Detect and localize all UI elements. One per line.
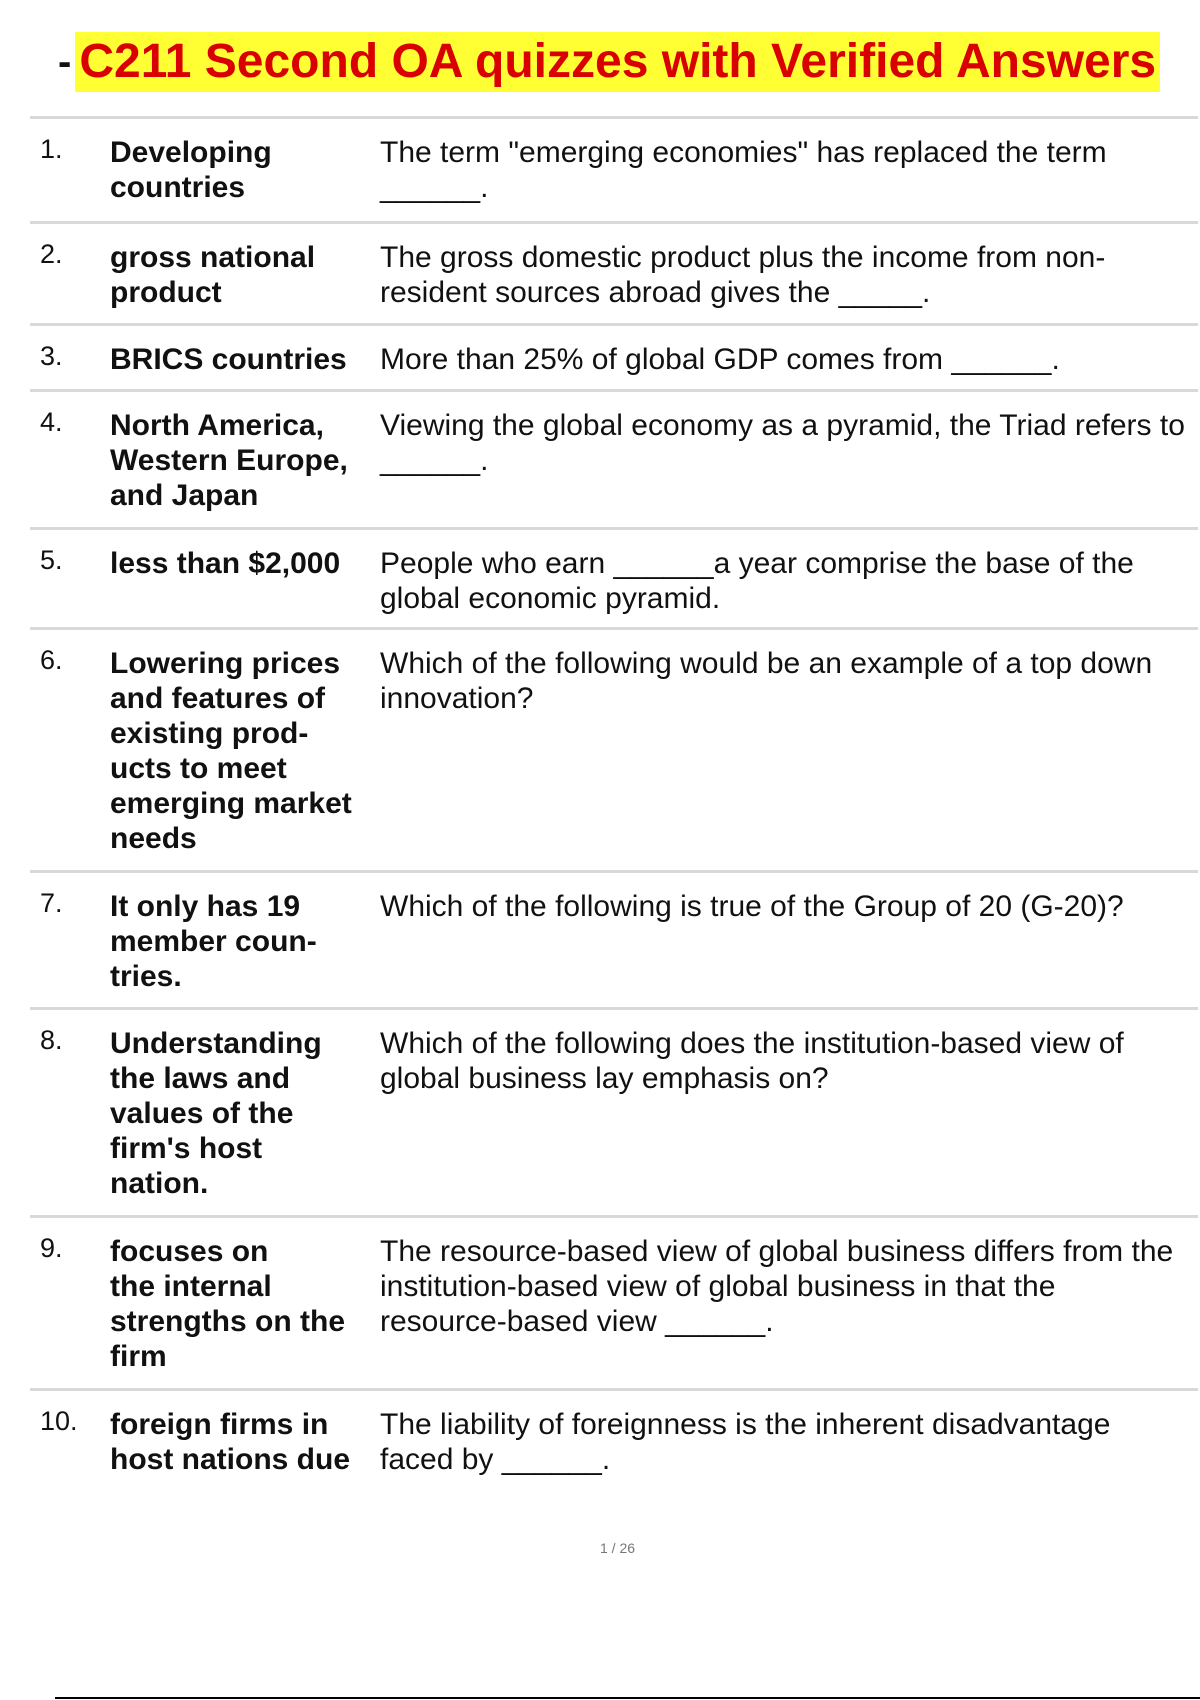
item-term: focuses on the internal strengths on the firm [110, 1235, 346, 1373]
item-term: Developing countries [110, 136, 272, 204]
item-definition: The term "emerging economies" has replaced the term ______. [380, 136, 1107, 204]
item-term: less than $2,000 [110, 547, 341, 580]
item-term: North America, Western Europe, and Japan [110, 409, 348, 512]
qa-row [30, 527, 1198, 627]
item-definition: The gross domestic product plus the income from non-resident sources abroad gives the _____. [380, 241, 1106, 309]
item-definition: More than 25% of global GDP comes from ______. [380, 343, 1060, 376]
item-number: 7. [40, 888, 63, 918]
qa-row [30, 627, 1198, 870]
item-definition: Which of the following does the institution-based view of global business lay emphasis on? [380, 1027, 1124, 1095]
item-term: BRICS countries [110, 343, 347, 376]
item-number: 5. [40, 545, 63, 575]
qa-row [30, 1007, 1198, 1215]
item-definition: Viewing the global economy as a pyramid, the Triad refers to ______. [380, 409, 1185, 477]
document-header [58, 30, 1160, 94]
item-number: 10. [40, 1406, 78, 1436]
item-definition: Which of the following is true of the Group of 20 (G-20)? [380, 890, 1124, 923]
item-definition: People who earn ______a year comprise the base of the global economic pyramid. [380, 547, 1134, 615]
item-term: Understanding the laws and values of the firm's host nation. [110, 1027, 322, 1200]
item-term: It only has 19 member coun- tries. [110, 890, 317, 993]
item-definition: The liability of foreignness is the inherent disadvantage faced by ______. [380, 1408, 1111, 1476]
bottom-divider [55, 1697, 1200, 1699]
qa-row [30, 389, 1198, 527]
qa-row [30, 323, 1198, 389]
item-term: gross national product [110, 241, 316, 309]
qa-row [30, 116, 1198, 221]
document-title: C211 Second OA quizzes with Verified Answers [75, 32, 1160, 92]
page-indicator: 1 / 26 [599, 1540, 636, 1556]
item-number: 6. [40, 645, 63, 675]
item-number: 4. [40, 407, 63, 437]
item-number: 2. [40, 239, 63, 269]
qa-list [30, 116, 1198, 1498]
title-dash: - [58, 40, 72, 84]
item-definition: The resource-based view of global business differs from the institution-based view of global business in that the resource-based view ______. [380, 1235, 1174, 1338]
item-term: Lowering prices and features of existing prod- ucts to meet emerging market needs [110, 647, 352, 855]
item-number: 1. [40, 134, 63, 164]
qa-row [30, 1215, 1198, 1388]
item-number: 3. [40, 341, 63, 371]
item-definition: Which of the following would be an example of a top down innovation? [380, 647, 1153, 715]
qa-row [30, 221, 1198, 323]
item-number: 8. [40, 1025, 63, 1055]
qa-row [30, 870, 1198, 1007]
item-number: 9. [40, 1233, 63, 1263]
item-term: foreign firms in host nations due [110, 1408, 350, 1476]
qa-row [30, 1388, 1198, 1498]
